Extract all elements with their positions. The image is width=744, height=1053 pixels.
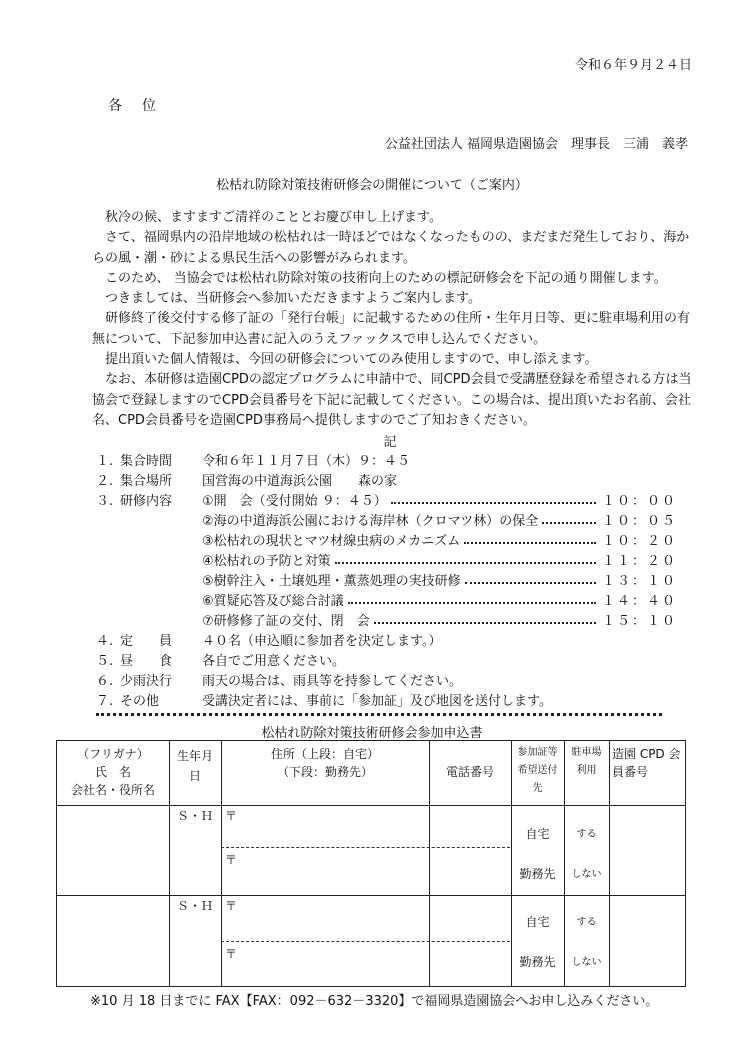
item-value: 令和６年１１月７日（木）９：４５ [202,454,411,469]
item-value: ４０名（申込順に参加者を決定します。） [202,634,442,649]
item-number: １. [96,454,114,469]
item-number: ４. [96,634,114,649]
dotted-leader [348,602,596,604]
header-birthdate-day: 日 [188,769,201,783]
form-title: 松枯れ防除対策技術研修会参加申込書 [261,726,483,741]
schedule-time: １０：０５ [602,514,678,529]
item-number: ２. [96,474,114,489]
item-value: 各自でご用意ください。 [202,654,346,669]
header-parking: 駐車場 [571,747,602,758]
document-title: 松枯れ防除対策技術研修会の開催について（ご案内） [216,178,528,193]
item-value: 雨天の場合は、雨具等を持参してください。 [202,674,463,689]
schedule-time: １０：２０ [602,534,678,549]
dotted-leader [391,502,596,504]
sender: 公益社団法人 福岡県造園協会 理事長 三浦 義孝 [384,137,688,152]
schedule-text: ④松枯れの予防と対策 [202,554,331,569]
item-number: ６. [96,674,114,689]
schedule-time: １３：１０ [602,574,678,589]
header-name: 氏 名 [94,765,131,779]
document-date: 令和６年９月２４日 [574,58,692,73]
item-number: ７. [96,694,114,709]
destination-home: 自宅 [525,915,550,929]
schedule-time: １４：４０ [602,594,678,609]
dotted-leader [465,582,596,584]
header-furigana: （フリガナ） [77,747,149,761]
paragraph: 提出頂いた個人情報は、今回の研修会についてのみ使用しますので、申し添えます。 [92,352,598,368]
schedule-time: １０：００ [602,494,678,509]
item-label: 定 員 [120,634,173,649]
paragraph: さて、福岡県内の沿岸地域の松枯れは一時ほどではなくなったものの、まだまだ発生しており、海からの風・潮・砂による県民生活への影響がみられます。 [92,230,690,266]
header-cpd: 造園 CPD 会 [612,747,681,761]
header-cpd-2: 員番号 [612,765,649,779]
item-number: ３. [96,494,114,509]
header-pass-destination-3: 先 [532,783,543,794]
paragraph: このため、 当協会では松枯れ防除対策の技術向上のための標記研修会を下記の通り開催します。 [92,270,667,286]
schedule-text: ③松枯れの現状とマツ材線虫病のメカニズム [202,534,461,549]
schedule-time: １１：２０ [602,554,678,569]
postal-mark: 〒 [225,809,238,823]
submission-note: ※10 月 18 日までに FAX【FAX：092－632－3320】で福岡県造園協会へお申し込みください。 [90,994,659,1009]
schedule-text: ①開 会（受付開始 ９：４５） [202,494,387,509]
header-company: 会社名・役所名 [70,783,155,797]
schedule-text: ⑤樹幹注入・土壌処理・薫蒸処理の実技研修 [202,574,461,589]
destination-home: 自宅 [525,827,550,841]
postal-mark: 〒 [225,947,238,961]
item-number: ５. [96,654,114,669]
dotted-leader [542,522,596,524]
item-label: 集合時間 [120,454,173,469]
item-value: 受講決定者には、事前に「参加証」及び地図を送付します。 [202,694,552,709]
item-label: 集合場所 [120,474,173,489]
parking-no: しない [571,957,602,968]
cut-line [96,713,662,716]
postal-mark: 〒 [225,899,238,913]
schedule-time: １５：１０ [602,614,678,629]
item-label: 研修内容 [120,494,173,509]
schedule-text: ⑥質疑応答及び総合討議 [202,594,344,609]
application-form-table [56,740,686,987]
paragraph: 研修終了後交付する修了証の「発行台帳」に記載するための住所・生年月日等、更に駐車場利用の有無について、下記参加申込書に記入のうえファックスで申し込んでください。 [92,311,691,347]
era-label: Ｓ・Ｈ [176,809,213,823]
postal-mark: 〒 [225,853,238,867]
item-label: その他 [120,694,160,709]
parking-no: しない [571,869,602,880]
body-text [92,208,692,431]
header-birthdate: 生年月 [176,749,213,763]
item-label: 昼 食 [120,654,173,669]
header-pass-destination: 参加証等 [517,747,558,758]
header-address: 住所（上段：自宅） [270,747,379,761]
parking-yes: する [576,917,597,928]
item-label: 少雨決行 [120,674,173,689]
header-pass-destination-2: 希望送付 [517,765,558,776]
schedule-text: ②海の中道海浜公園における海岸林（クロマツ林）の保全 [202,514,539,529]
destination-work: 勤務先 [519,867,556,881]
header-phone: 電話番号 [445,765,494,779]
dotted-leader [374,622,596,624]
item-value: 国営海の中道海浜公園 森の家 [202,474,398,489]
era-label: Ｓ・Ｈ [176,899,213,913]
ki-heading: 記 [383,435,397,450]
addressee: 各位 [108,98,176,114]
paragraph: なお、本研修は造園CPDの認定プログラムに申請中で、同CPD会員で受講歴登録を希望される方は当協会で登録しますのでCPD会員番号を下記に記載してください。この場合は、提出頂いたお名前、会社名、CPD会員番号を造園CPD事務局へ提供しますのでご了知おきください。 [92,372,692,428]
parking-yes: する [576,829,597,840]
header-parking-2: 利用 [576,765,597,776]
schedule-text: ⑦研修修了証の交付、閉 会 [202,614,370,629]
destination-work: 勤務先 [519,955,556,969]
header-address-work: （下段：勤務先） [276,765,373,779]
dotted-leader [335,562,596,564]
paragraph: 秋冷の候、ますますご清祥のこととお慶び申し上げます。 [92,210,442,225]
paragraph: つきましては、当研修会へ参加いただきますようご案内します。 [92,291,481,307]
dotted-leader [464,542,596,544]
